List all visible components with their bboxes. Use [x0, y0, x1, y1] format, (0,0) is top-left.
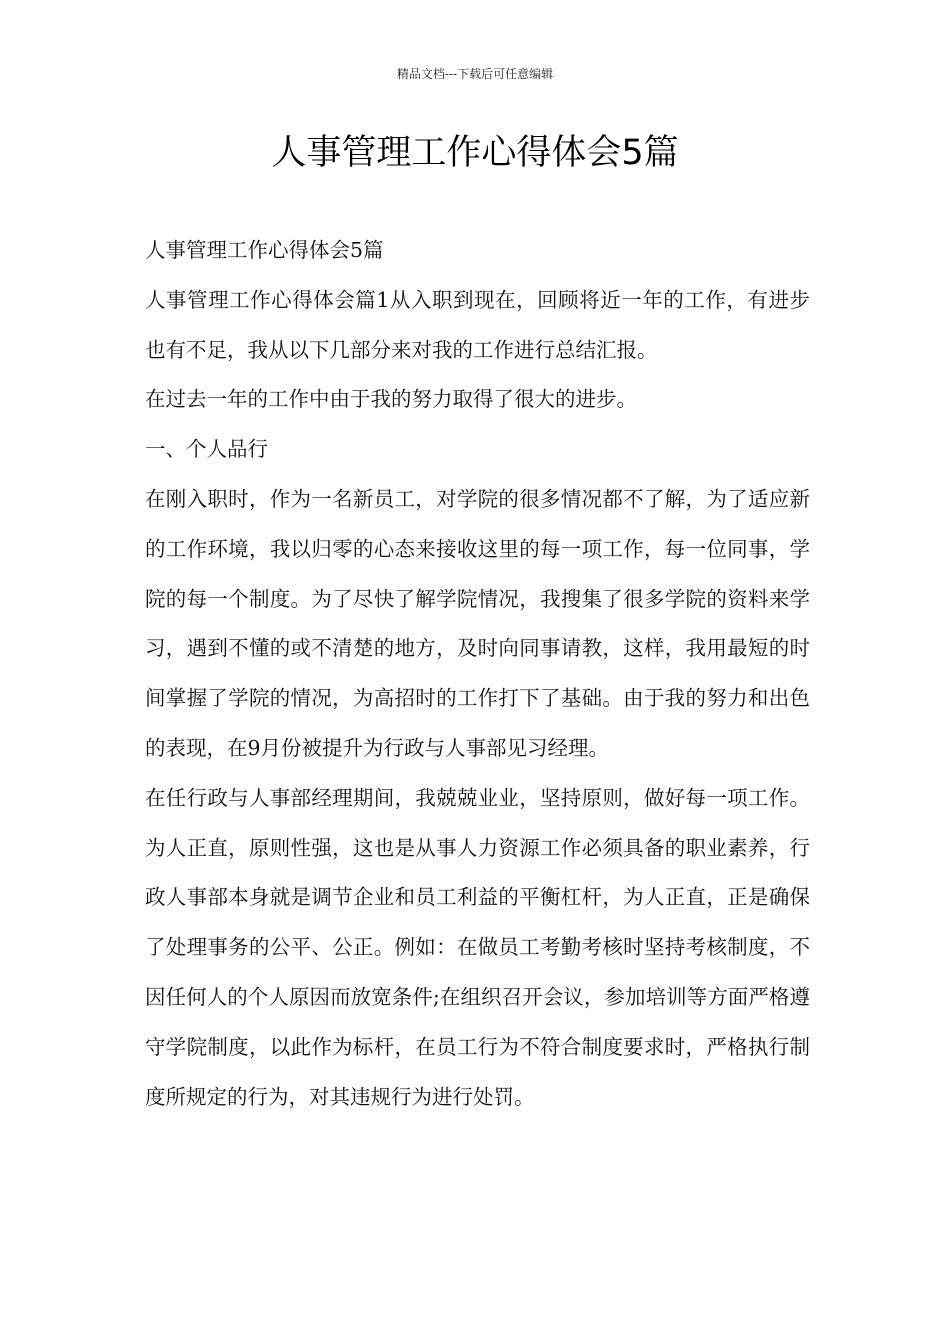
paragraph-onboarding: 在刚入职时，作为一名新员工，对学院的很多情况都不了解，为了适应新的工作环境，我以归零的心态来接收这里的每一项工作，每一位同事，学院的每一个制度。为了尽快了解学院情况，我搜集了很多学院的资料来学习，遇到不懂的或不清楚的地方，及时向同事请教，这样，我用最短的时间掌握了学院的情况，为高招时的工作打下了基础。由于我的努力和出色的表现，在9月份被提升为行政与人事部见习经理。 — [145, 486, 810, 760]
paragraph-progress: 在过去一年的工作中由于我的努力取得了很大的进步。 — [145, 387, 637, 412]
document-body — [145, 226, 810, 1122]
paragraph-subtitle: 人事管理工作心得体会5篇 — [145, 238, 384, 262]
document-title: 人事管理工作心得体会5篇 — [271, 133, 679, 173]
paragraph-intro: 人事管理工作心得体会篇1从入职到现在，回顾将近一年的工作，有进步也有不足，我从以下几部分来对我的工作进行总结汇报。 — [145, 287, 810, 362]
section-heading-personal-conduct: 一、个人品行 — [145, 437, 268, 462]
paragraph-manager-duties: 在任行政与人事部经理期间，我兢兢业业，坚持原则，做好每一项工作。为人正直，原则性强，这也是从事人力资源工作必须具备的职业素养，行政人事部本身就是调节企业和员工利益的平衡杠杆，为人正直，正是确保了处理事务的公平、公正。例如：在做员工考勤考核时坚持考核制度，不因任何人的个人原因而放宽条件;在组织召开会议，参加培训等方面严格遵守学院制度，以此作为标杆，在员工行为不符合制度要求时，严格执行制度所规定的行为，对其违规行为进行处罚。 — [145, 785, 810, 1109]
header-note: 精品文档---下载后可任意编辑 — [396, 67, 554, 81]
